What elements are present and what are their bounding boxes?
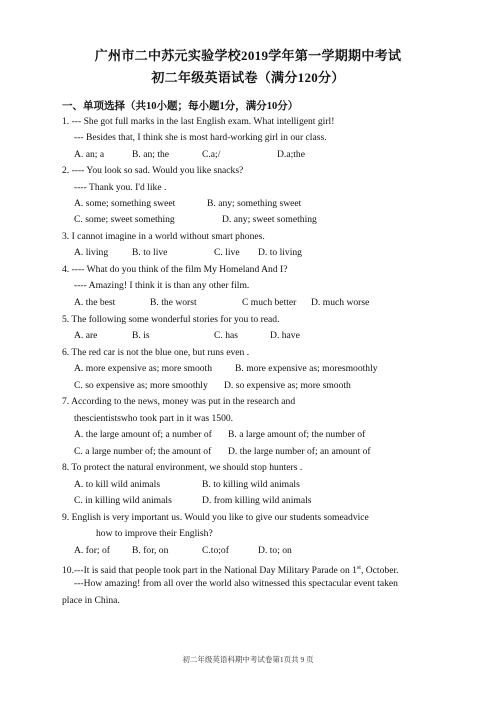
question-10-text: 10.---It is said that people took part in the National Day Military Parade on 1 — [62, 565, 357, 577]
option-b: B. an; the — [132, 149, 170, 160]
option-c: C. a large number of; the amount of — [74, 446, 212, 457]
option-b: B. to killing wild animals — [202, 479, 300, 490]
option-d: D. have — [270, 330, 300, 341]
option-b: B. the worst — [150, 297, 197, 308]
question-5-stem: 5. The following some wonderful stories for you to read. — [62, 314, 280, 325]
page-footer: 初二年级英语科期中考试卷第1页共 9 页 — [182, 655, 314, 664]
option-a: A. the large amount of; a number of — [74, 429, 212, 440]
option-d: D.a;the — [277, 149, 305, 160]
option-a: A. living — [74, 247, 109, 258]
option-a: A. more expensive as; more smooth — [74, 363, 213, 374]
option-c: C.to;of — [202, 545, 229, 556]
option-b: B. is — [132, 330, 150, 341]
option-a: A. for; of — [74, 545, 110, 556]
question-8-stem: 8. To protect the natural environment, we should stop hunters . — [62, 462, 303, 473]
question-4-stem-2: ---- Amazing! I think it is than any other film. — [74, 280, 250, 291]
ordinal-suffix: st — [356, 565, 361, 571]
question-10-tail: , October. — [360, 565, 399, 577]
option-c: C.a;/ — [202, 149, 221, 160]
question-2-stem-2: ---- Thank you. I'd like . — [74, 182, 167, 193]
option-d: D. so expensive as; more smooth — [224, 380, 351, 391]
option-a: A. are — [74, 330, 98, 341]
option-b: B. to live — [132, 247, 168, 258]
option-c: C. some; sweet something — [74, 214, 175, 225]
option-b: B. more expensive as; moresmoothly — [235, 363, 378, 374]
question-7-stem-2: thescientistswho took part in it was 1500. — [74, 413, 234, 424]
option-b: B. any; something sweet — [207, 198, 302, 209]
option-a: A. an; a — [74, 149, 105, 160]
option-d: D. any; sweet something — [222, 214, 317, 225]
question-9-stem-2: how to improve their English? — [96, 528, 213, 539]
question-6-stem: 6. The red car is not the blue one, but runs even . — [62, 347, 250, 358]
option-a: A. the best — [74, 297, 116, 308]
question-3-stem: 3. I cannot imagine in a world without smart phones. — [62, 231, 265, 242]
option-b: B. for, on — [132, 545, 169, 556]
option-a: A. to kill wild animals — [74, 479, 161, 490]
question-9-stem: 9. English is very important us. Would you like to give our students someadvice — [62, 512, 369, 523]
exam-subtitle: 初二年级英语试卷（满分120分） — [151, 70, 345, 85]
option-a: A. some; something sweet — [74, 198, 176, 209]
question-4-stem: 4. ---- What do you think of the film My Homeland And I? — [62, 264, 288, 275]
option-c: C. in killing wild animals — [74, 495, 172, 506]
option-c: C much better — [242, 297, 297, 308]
option-d: D. from killing wild animals — [202, 495, 312, 506]
question-10-stem-2: ---How amazing! from all over the world also witnessed this spectacular event taken — [74, 578, 398, 589]
option-d: D. the large number of; an amount of — [228, 446, 371, 457]
question-10-stem — [62, 562, 399, 577]
question-7-stem: 7. According to the news, money was put in the research and — [62, 396, 296, 407]
question-2-stem: 2. ---- You look so sad. Would you like snacks? — [62, 165, 244, 176]
exam-title: 广州市二中苏元实验学校2019学年第一学期期中考试 — [94, 48, 402, 63]
option-c: C. live — [214, 247, 240, 258]
question-10-stem-3: place in China. — [62, 595, 120, 606]
option-c: C. has — [214, 330, 238, 341]
option-d: D. much worse — [311, 297, 370, 308]
option-d: D. to living — [258, 247, 302, 258]
question-1-stem-2: --- Besides that, I think she is most hard-working girl in our class. — [74, 132, 327, 143]
option-d: D. to; on — [258, 545, 292, 556]
option-c: C. so expensive as; more smoothly — [74, 380, 208, 391]
question-1-stem: 1. --- She got full marks in the last English exam. What intelligent girl! — [62, 116, 335, 127]
option-b: B. a large amount of; the number of — [228, 429, 366, 440]
section-heading: 一、单项选择（共10小题；每小题1分，满分10分） — [62, 101, 299, 112]
